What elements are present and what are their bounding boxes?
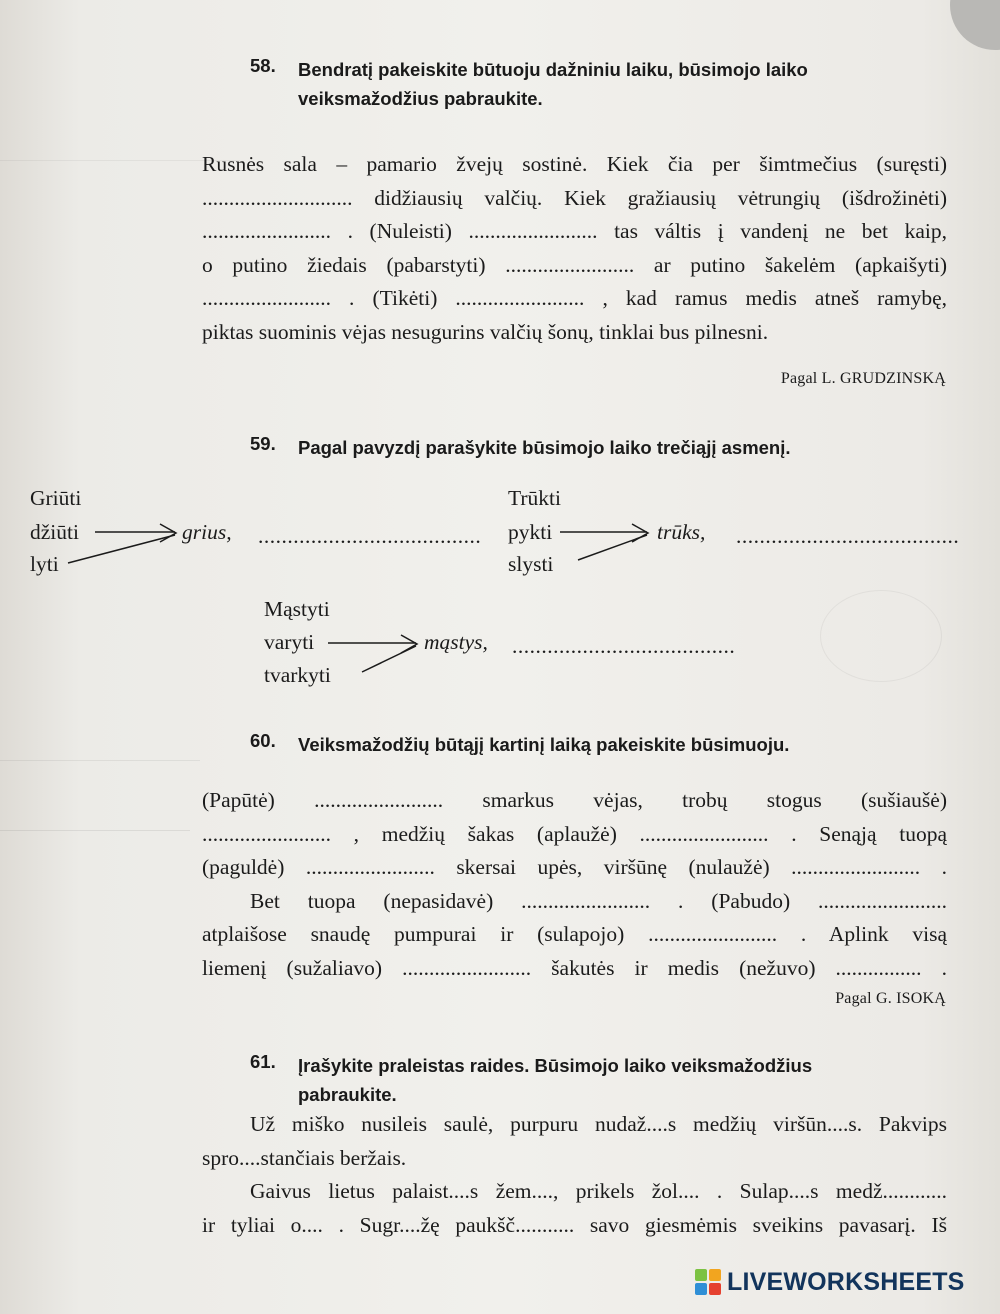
answer-blank[interactable]: ...................................... bbox=[258, 524, 482, 548]
example-answer: trūks, bbox=[657, 520, 706, 544]
text-line: Gaivus lietus palaist....s žem...., prikels žol.... . Sulap....s medž............ bbox=[250, 1179, 947, 1203]
exercise-60-number: 60. bbox=[250, 730, 276, 751]
exercise-59-number: 59. bbox=[250, 433, 276, 454]
text-line: ir tyliai o.... . Sugr....žę paukšč........... savo giesmėmis sveikins pavasarį. Iš bbox=[202, 1212, 947, 1237]
exercise-58-source: Pagal L. GRUDZINSKĄ bbox=[780, 370, 946, 387]
exercise-58-number: 58. bbox=[250, 55, 276, 76]
verb-trukti: Trūkti bbox=[508, 486, 561, 510]
exercise-59-title: Pagal pavyzdį parašykite būsimojo laiko trečiąjį asmenį. bbox=[298, 437, 791, 458]
example-answer: grius, bbox=[182, 520, 232, 544]
text-line: Rusnės sala – pamario žvejų sostinė. Kiek čia per šimtmečius (suręsti) bbox=[202, 152, 947, 176]
verb-mastyti: Mąstyti bbox=[264, 597, 330, 621]
verb-griuti: Griūti bbox=[30, 486, 82, 510]
exercise-60-text bbox=[202, 784, 947, 985]
text-line: spro....stančiais beržais. bbox=[202, 1145, 407, 1170]
exercise-61-text bbox=[202, 1108, 947, 1242]
answer-blank[interactable]: ...................................... bbox=[736, 524, 960, 548]
exercise-60-source: Pagal G. ISOKĄ bbox=[835, 990, 946, 1007]
exercise-61-number: 61. bbox=[250, 1051, 276, 1072]
example-answer: mąstys, bbox=[424, 630, 488, 654]
verb-tvarkyti: tvarkyti bbox=[264, 663, 331, 687]
verb-pykti: pykti bbox=[508, 520, 553, 544]
text-line: (Papūtė) ........................ smarkus vėjas, trobų stogus (sušiaušė) bbox=[202, 788, 947, 812]
text-line: ........................ , medžių šakas (aplaužė) ........................ . Senąją tuopą bbox=[202, 821, 947, 846]
verb-slysti: slysti bbox=[508, 552, 554, 576]
answer-blank[interactable]: ...................................... bbox=[512, 634, 736, 658]
text-line: ............................ didžiausių valčių. Kiek gražiausių vėtrungių (išdrožinėti) bbox=[202, 185, 947, 210]
text-line: ........................ . (Nuleisti) ........................ tas váltis į vandenį ne bet kaip, bbox=[202, 219, 947, 243]
logo-text: LIVEWORKSHEETS bbox=[727, 1267, 965, 1296]
text-line: Už miško nusileis saulė, purpuru nudaž....s medžių viršūn....s. Pakvips bbox=[250, 1112, 947, 1136]
text-line: ........................ . (Tikėti) ........................ , kad ramus medis atneš ramybę, bbox=[202, 286, 947, 310]
exercise-60-title: Veiksmažodžių būtąjį kartinį laiką pakeiskite būsimuoju. bbox=[298, 734, 790, 755]
text-line: piktas suominis vėjas nesugurins valčių šonų, tinklai bus pilnesni. bbox=[202, 319, 769, 344]
text-line: atplaišose snaudę pumpurai ir (sulapojo) ........................ . Aplink visą bbox=[202, 922, 947, 946]
verb-lyti: lyti bbox=[30, 552, 59, 576]
verb-dziuti: džiūti bbox=[30, 520, 79, 544]
text-line: liemenį (sužaliavo) ........................ šakutės ir medis (nežuvo) ................ . bbox=[202, 955, 947, 980]
text-line: (paguldė) ........................ skersai upės, viršūnę (nulaužė) ........................ . bbox=[202, 855, 947, 879]
liveworksheets-icon bbox=[695, 1269, 721, 1295]
text-line: o putino žiedais (pabarstyti) ........................ ar putino šakelėm (apkaišyti) bbox=[202, 252, 947, 277]
liveworksheets-logo bbox=[695, 1262, 965, 1302]
text-line: Bet tuopa (nepasidavė) ........................ . (Pabudo) ........................ bbox=[250, 888, 947, 913]
exercise-58-title: Bendratį pakeiskite būtuoju dažniniu laiku, būsimojo laiko veiksmažodžius pabraukite. bbox=[298, 59, 808, 109]
verb-varyti: varyti bbox=[264, 630, 315, 654]
exercise-61-title: Įrašykite praleistas raides. Būsimojo laiko veiksmažodžius pabraukite. bbox=[298, 1055, 813, 1105]
